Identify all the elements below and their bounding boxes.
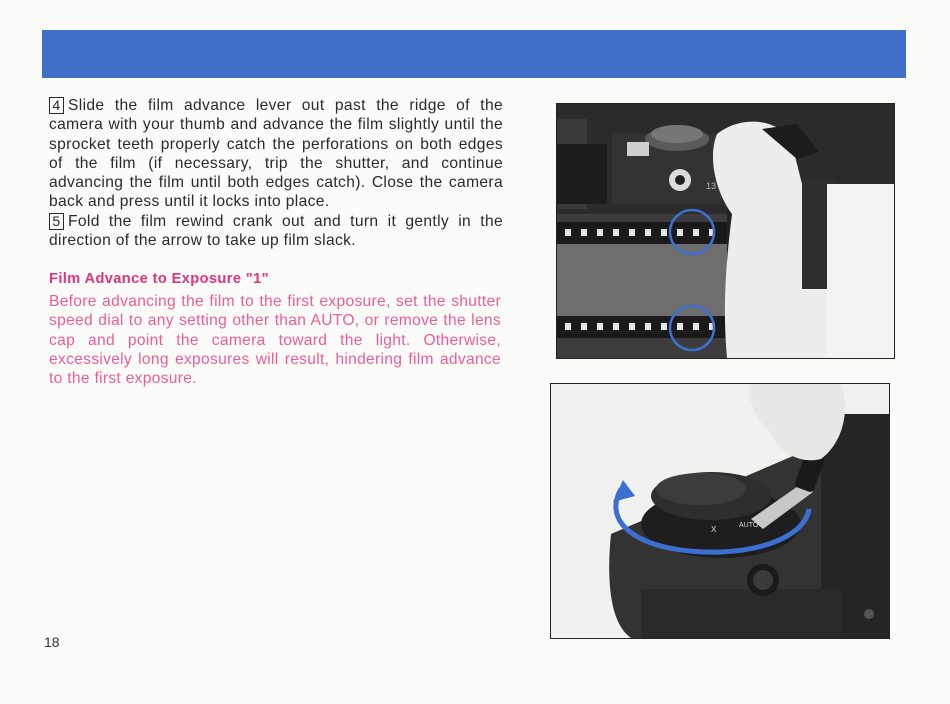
step-5-number: 5	[49, 213, 64, 230]
step-4	[49, 96, 503, 212]
dial-mark-x: X	[711, 525, 717, 534]
frame-counter-label: 13	[706, 181, 717, 191]
rewind-crank-photo	[550, 383, 890, 639]
section-heading: Film Advance to Exposure "1"	[49, 271, 269, 287]
step-4-number: 4	[49, 97, 64, 114]
page-number: 18	[44, 634, 60, 650]
step-5-text: Fold the film rewind crank out and turn it gently in the direction of the arrow to take up film slack.	[49, 212, 503, 250]
instructions-text	[49, 96, 503, 250]
film-loading-illustration	[557, 104, 894, 358]
dial-mark-auto: AUTO	[739, 522, 759, 529]
rewind-crank-illustration	[551, 384, 889, 638]
header-color-band	[42, 30, 906, 78]
film-loading-photo	[556, 103, 895, 359]
step-5	[49, 212, 503, 251]
step-4-text: Slide the film advance lever out past the ridge of the camera with your thumb and advance the film slightly until the sprocket teeth properly catch the perforations on both edges of the film (if necessary, trip the shutter, and continue advancing the film until both edges catch). Close the camera back and press until it locks into place.	[49, 97, 503, 211]
section-text: Before advancing the film to the first exposure, set the shutter speed dial to any setting other than AUTO, or remove the lens cap and point the camera toward the light. Otherwise, excessively long exposures will result, hindering film advance to the first exposure.	[49, 293, 501, 388]
